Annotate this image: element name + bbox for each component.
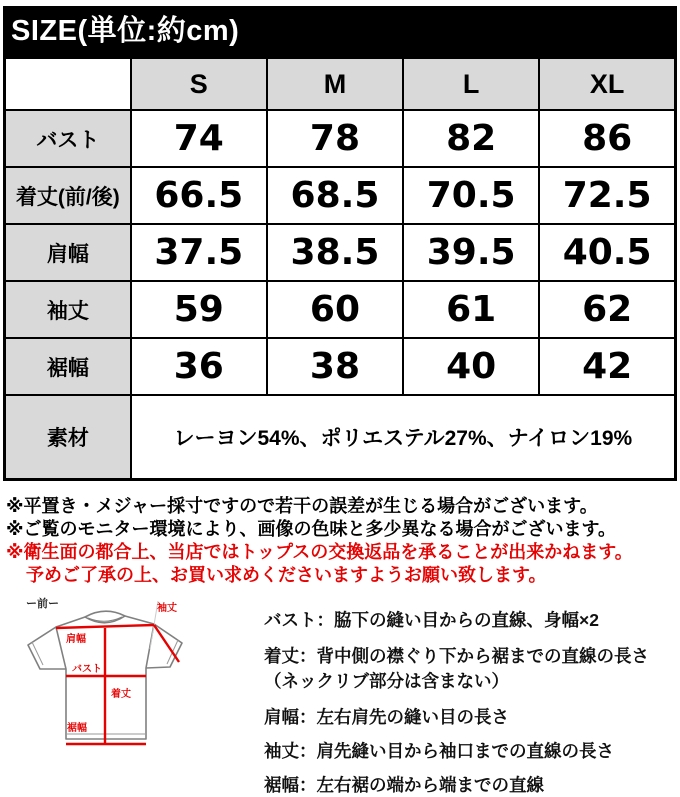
desc-hem: 裾幅：左右裾の端から端までの直線 — [264, 774, 544, 795]
tshirt-measurement-diagram — [0, 591, 258, 751]
column-header-m: M — [267, 58, 403, 111]
measurement-descriptions — [264, 607, 649, 797]
cell-value: 61 — [403, 281, 539, 338]
cell-value: 37.5 — [131, 224, 267, 281]
cell-value: 39.5 — [403, 224, 539, 281]
diagram-bust-label: バスト — [72, 663, 102, 675]
cell-value: 86 — [539, 110, 675, 167]
desc-sleeve: 袖丈：肩先縫い目から袖口までの直線の長さ — [264, 740, 614, 761]
diagram-length-label: 着丈 — [111, 688, 131, 700]
table-row-shoulder — [5, 224, 676, 281]
row-label: 裾幅 — [5, 338, 131, 395]
column-header-l: L — [403, 58, 539, 111]
cell-value: 36 — [131, 338, 267, 395]
desc-length: 着丈：背中側の襟ぐり下から裾までの直線の長さ — [264, 645, 649, 666]
table-row-length — [5, 167, 676, 224]
size-chart-title: SIZE(単位:約cm) — [3, 6, 677, 56]
desc-shoulder: 肩幅：左右肩先の縫い目の長さ — [264, 706, 509, 727]
size-table-header-row — [5, 58, 676, 111]
cell-value: 60 — [267, 281, 403, 338]
cell-value: 70.5 — [403, 167, 539, 224]
row-label: バスト — [5, 110, 131, 167]
cell-value: 42 — [539, 338, 675, 395]
note-monitor-color: ※ご覧のモニター環境により、画像の色味と多少異なる場合がございます。 — [6, 518, 617, 539]
size-table — [3, 56, 677, 481]
cell-value: 62 — [539, 281, 675, 338]
column-header-s: S — [131, 58, 267, 111]
cell-value: 40.5 — [539, 224, 675, 281]
row-label: 袖丈 — [5, 281, 131, 338]
cell-value: 74 — [131, 110, 267, 167]
desc-bust: バスト：脇下の縫い目からの直線、身幅×2 — [264, 609, 599, 630]
diagram-shoulder-label: 肩幅 — [66, 633, 86, 645]
cell-value: 66.5 — [131, 167, 267, 224]
row-label: 肩幅 — [5, 224, 131, 281]
row-label: 着丈(前/後) — [5, 167, 131, 224]
table-row-sleeve — [5, 281, 676, 338]
desc-length-note: （ネックリブ部分は含まない） — [264, 670, 509, 691]
note-measure-tolerance: ※平置き・メジャー採寸ですので若干の誤差が生じる場合がございます。 — [6, 495, 598, 516]
column-header-xl: XL — [539, 58, 675, 111]
diagram-hem-label: 裾幅 — [67, 722, 87, 734]
measurement-guide — [0, 591, 680, 797]
cell-value: 68.5 — [267, 167, 403, 224]
table-row-bust — [5, 110, 676, 167]
note-no-returns-cont: 予めご了承の上、お買い求めくださいますようお願い致します。 — [26, 564, 547, 585]
cell-value: 78 — [267, 110, 403, 167]
notes — [6, 495, 676, 587]
note-no-returns: ※衛生面の都合上、当店ではトップスの交換返品を承ることが出来かねます。 — [6, 541, 633, 562]
cell-value: 38 — [267, 338, 403, 395]
cell-value: 38.5 — [267, 224, 403, 281]
cell-value: 72.5 — [539, 167, 675, 224]
diagram-sleeve-label: 袖丈 — [157, 602, 177, 614]
cell-value: 40 — [403, 338, 539, 395]
row-label: 素材 — [5, 395, 131, 479]
table-row-hem — [5, 338, 676, 395]
diagram-front-label: ー前ー — [26, 597, 59, 610]
material-value: レーヨン54%、ポリエステル27%、ナイロン19% — [131, 395, 676, 479]
corner-cell — [5, 58, 131, 111]
table-row-material — [5, 395, 676, 479]
size-chart — [3, 6, 677, 481]
cell-value: 82 — [403, 110, 539, 167]
cell-value: 59 — [131, 281, 267, 338]
